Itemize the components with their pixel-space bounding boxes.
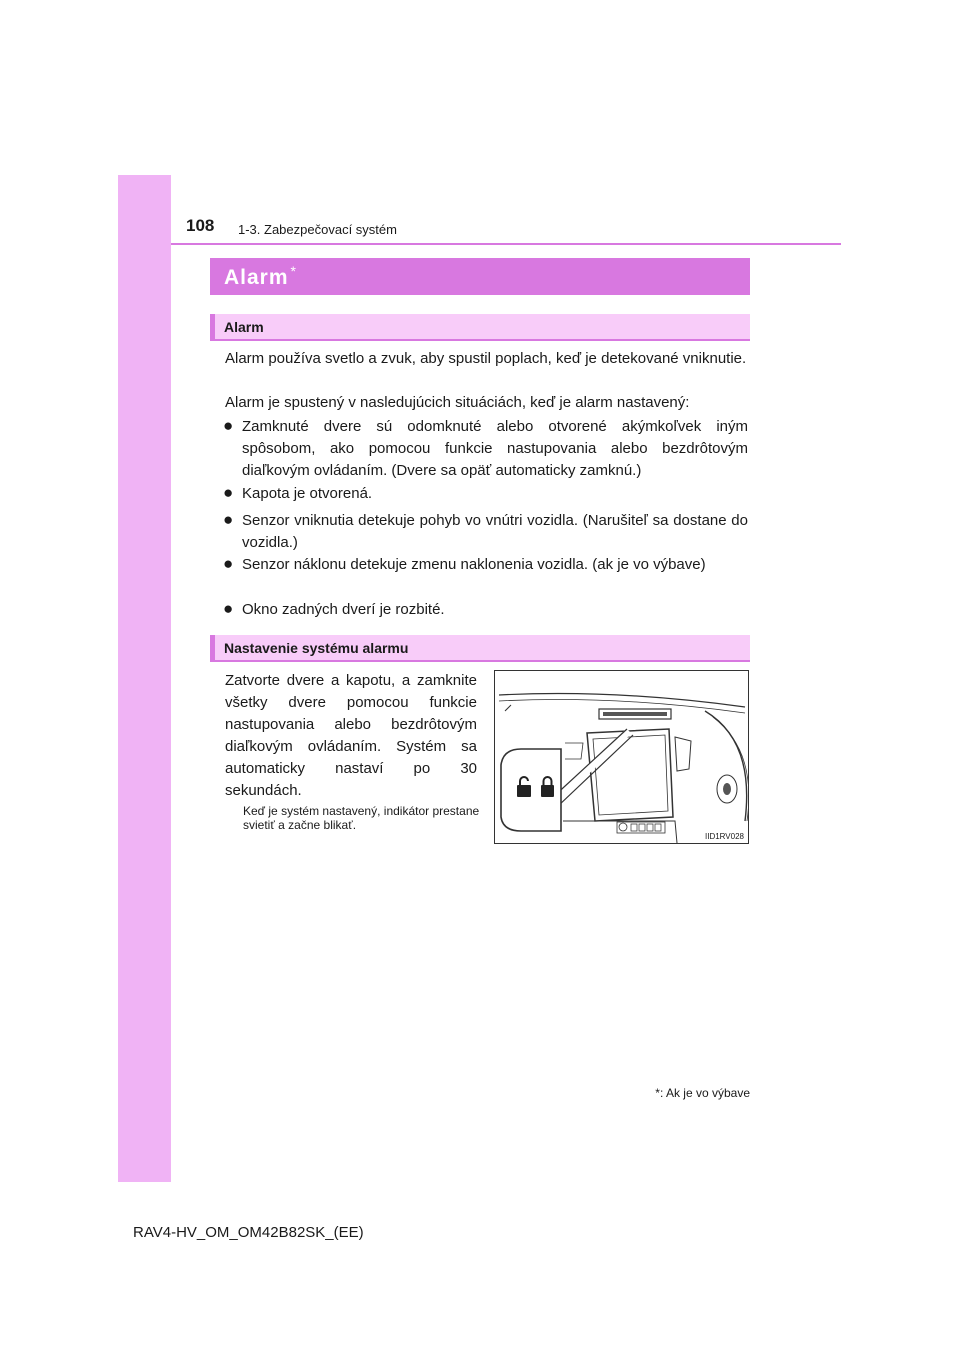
footnote-text: : Ak je vo výbave	[659, 1086, 750, 1100]
page-number: 108	[186, 216, 215, 235]
bullet-dot: ●	[223, 416, 234, 435]
bullet-dot: ●	[223, 483, 234, 502]
section-heading-alarm	[210, 314, 750, 341]
lead-paragraph: Alarm je spustený v nasledujúcich situáciách, keď je alarm nastavený:	[225, 394, 690, 411]
section-heading-setting	[210, 635, 750, 662]
footnote-mark: *	[655, 1086, 660, 1100]
section-heading-text: Nastavenie systému alarmu	[224, 640, 409, 656]
header-rule	[171, 243, 841, 245]
section-heading-text: Alarm	[224, 319, 264, 335]
list-item: ● Senzor náklonu detekuje zmenu naklonenia vozidla. (ak je vo výbave)	[223, 554, 706, 573]
footer-doc-id: RAV4-HV_OM_OM42B82SK_(EE)	[133, 1224, 364, 1241]
dashboard-illustration	[495, 671, 748, 843]
bullet-dot: ●	[223, 510, 234, 529]
figure-code: IID1RV028	[705, 832, 744, 841]
page-title-bar	[210, 258, 750, 295]
footnote	[620, 1086, 750, 1100]
page-title: Alarm *	[224, 263, 297, 289]
list-item: ● Kapota je otvorená.	[223, 483, 373, 502]
asterisk-mark: *	[290, 263, 297, 279]
list-item: ● Senzor vniknutia detekuje pohyb vo vnútri vozidla. (Narušiteľ sa dostane do vozidla.)	[223, 510, 748, 551]
list-item: ● Zamknuté dvere sú odomknuté alebo otvorené akýmkoľvek iným spôsobom, ako pomocou funkcie nastupovania alebo bezdrôtovým diaľkovým ovládaním. (Dvere sa opäť automaticky zamknú.)	[223, 416, 748, 479]
intro-paragraph: Alarm používa svetlo a zvuk, aby spustil poplach, keď je detekované vniknutie.	[225, 350, 747, 367]
sidebar-tab	[118, 175, 171, 1182]
dashboard-figure	[494, 670, 749, 844]
chapter-title: 1-3. Zabezpečovací systém	[238, 222, 397, 237]
bullet-dot: ●	[223, 554, 234, 573]
setting-note: Keď je systém nastavený, indikátor prestane svietiť a začne blikať.	[243, 804, 480, 832]
setting-paragraph: Zatvorte dvere a kapotu, a zamknite všetky dvere pomocou funkcie nastupovania alebo bezdrôtovým diaľkovým ovládaním. Systém sa automaticky nastaví po 30 sekundách.	[225, 672, 477, 799]
list-item: ● Okno zadných dverí je rozbité.	[223, 599, 445, 618]
bullet-dot: ●	[223, 599, 234, 618]
